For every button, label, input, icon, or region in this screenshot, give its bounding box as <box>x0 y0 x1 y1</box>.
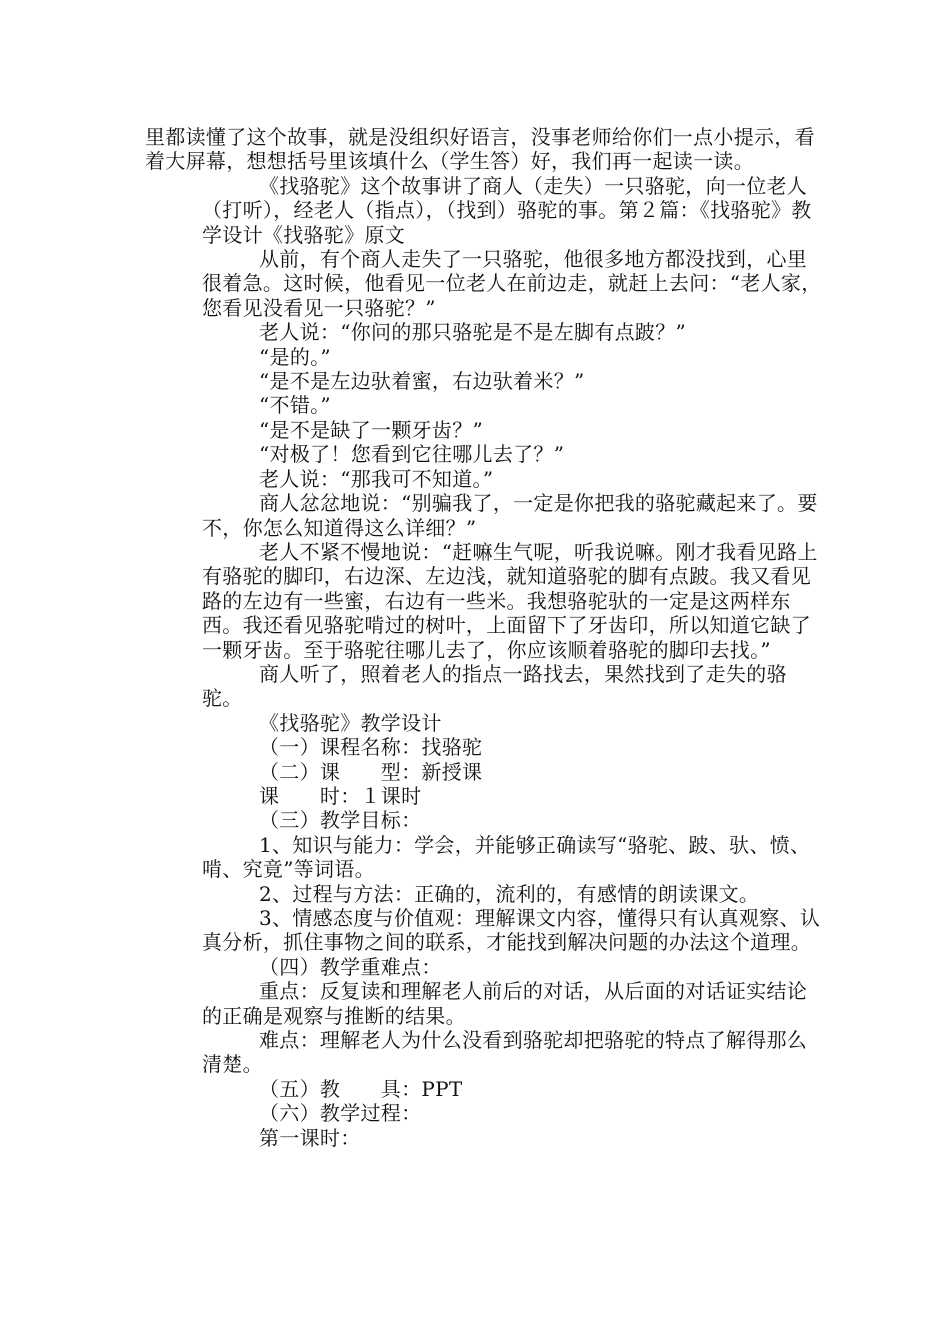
section-item: （六）教学过程： <box>259 1101 422 1126</box>
paragraph-merchant-angry: 商人忿忿地说：“别骗我了，一定是你把我的骆驼藏起来了。要不，你怎么知道得这么详细？” <box>202 491 818 540</box>
paragraph-dialogue: “是的。” <box>259 344 331 369</box>
paragraph-dialogue: “对极了！您看到它往哪儿去了？” <box>259 442 565 467</box>
paragraph-dialogue: “是不是左边驮着蜜，右边驮着米？” <box>259 369 585 394</box>
objective-item: 1、知识与能力：学会，并能够正确读写“骆驼、跛、驮、愤、啃、究竟”等词语。 <box>202 832 811 882</box>
paragraph-story-opening: 从前，有个商人走失了一只骆驼，他很多地方都没找到，心里很着急。这时候，他看见一位老人在前边走，就赶上去问：“老人家，您看见没看见一只骆驼？” <box>202 247 822 320</box>
paragraph-dialogue: 老人说：“那我可不知道。” <box>259 466 494 491</box>
paragraph-old-man-explains: 老人不紧不慢地说：“赶嘛生气呢，听我说嘛。刚才我看见路上有骆驼的脚印，右边深、左边浅，就知道骆驼的脚有点跛。我又看见路的左边有一些蜜，右边有一些米。我想骆驼驮的一定是这两样东西。我还看见骆驼啃过的树叶，上面留下了牙齿印，所以知道它缺了一颗牙齿。至于骆驼往哪儿去了，你应该顺着骆驼的脚印去找。” <box>202 539 818 662</box>
key-point: 重点：反复读和理解老人前后的对话，从后面的对话证实结论的正确是观察与推断的结果。 <box>202 979 808 1028</box>
section-title: 《找骆驼》教学设计 <box>259 710 442 735</box>
objective-item: 2、过程与方法：正确的，流利的，有感情的朗读课文。 <box>259 881 760 906</box>
section-item: （五）教 具：PPT <box>259 1076 463 1101</box>
paragraph-story-summary: 《找骆驼》这个故事讲了商人（走失）一只骆驼，向一位老人（打听），经老人（指点），（找到）骆驼的事。第２篇：《找骆驼》教学设计《找骆驼》原文 <box>202 173 812 247</box>
section-item: 课 时：１课时 <box>259 783 422 808</box>
section-item: 第一课时： <box>259 1125 361 1150</box>
document-body <box>145 125 825 1150</box>
difficult-point: 难点：理解老人为什么没看到骆驼却把骆驼的特点了解得那么清楚。 <box>202 1028 808 1077</box>
paragraph-dialogue: 老人说：“你问的那只骆驼是不是左脚有点跛？” <box>259 320 687 345</box>
section-item: （一）课程名称：找骆驼 <box>259 735 483 760</box>
paragraph-dialogue: “是不是缺了一颗牙齿？” <box>259 417 484 442</box>
section-item: （二）课 型：新授课 <box>259 759 483 784</box>
section-item: （三）教学目标： <box>259 808 422 833</box>
paragraph-continuation: 里都读懂了这个故事，就是没组织好语言，没事老师给你们一点小提示，看着大屏幕，想想括号里该填什么（学生答）好，我们再一起读一读。 <box>145 125 815 174</box>
objective-item: 3、情感态度与价值观：理解课文内容，懂得只有认真观察、认真分析，抓住事物之间的联系，才能找到解决问题的办法这个道理。 <box>202 906 821 955</box>
section-item: （四）教学重难点： <box>259 954 442 979</box>
paragraph-dialogue: “不错。” <box>259 393 331 418</box>
paragraph-story-ending: 商人听了，照着老人的指点一路找去，果然找到了走失的骆驼。 <box>202 661 787 711</box>
